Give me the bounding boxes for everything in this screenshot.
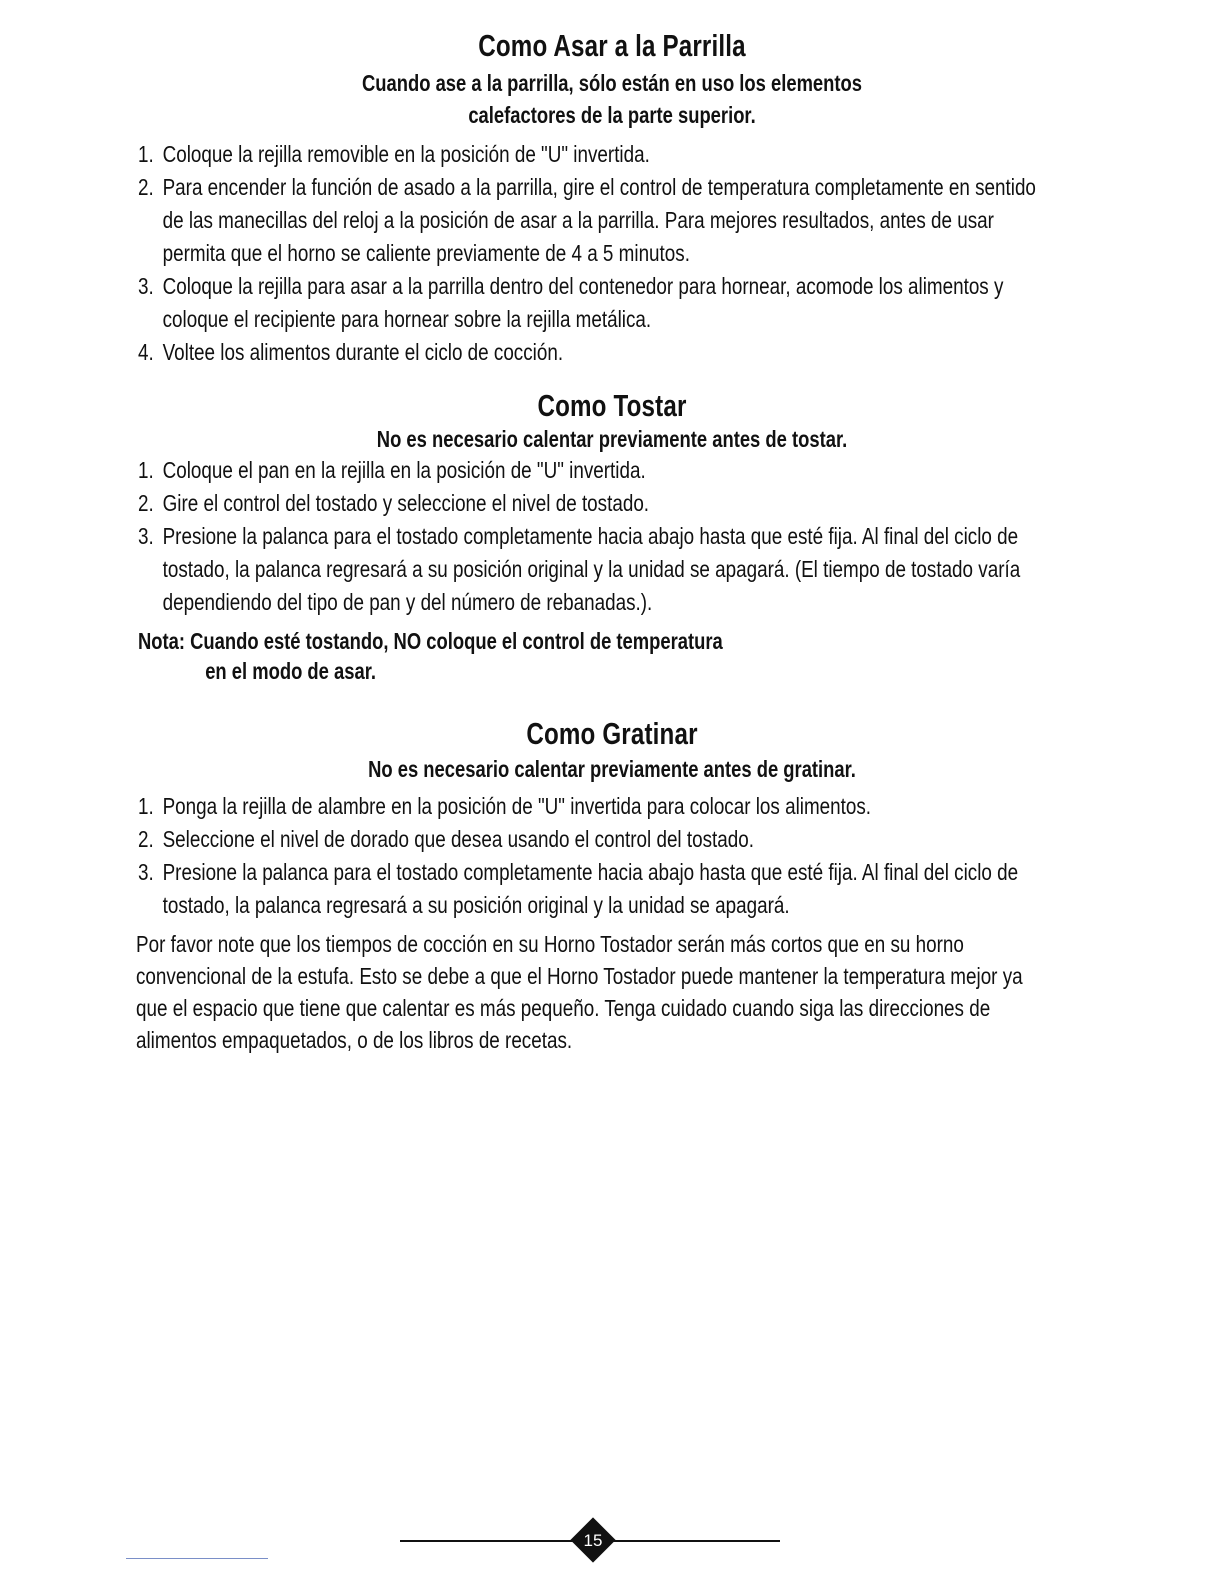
section-title-tostar: Como Tostar [537, 388, 687, 423]
list-item [138, 823, 1056, 856]
step-number: 2. [138, 490, 154, 516]
step-text: Presione la palanca para el tostado completamente hacia abajo hasta que esté fija. Al final del ciclo de tostado, la palanca regresará a su posición original y la unidad se apagará. (El tiempo de tostado varía dependiendo del tipo de pan y del número de rebanadas.). [162, 523, 1021, 615]
step-number: 3. [138, 523, 154, 549]
footer-rule-blue [126, 1558, 268, 1559]
step-text: Coloque la rejilla removible en la posición de "U" invertida. [162, 141, 650, 167]
list-item [138, 454, 1056, 487]
steps-list-gratinar [138, 790, 1056, 922]
step-number: 2. [138, 826, 154, 852]
step-number: 1. [138, 141, 154, 167]
steps-list-asar [138, 138, 1056, 369]
list-item [138, 520, 1056, 619]
step-number: 3. [138, 273, 154, 299]
step-text: Seleccione el nivel de dorado que desea usando el control del tostado. [162, 826, 754, 852]
footer-rule-left [400, 1540, 580, 1542]
note-tostar [138, 626, 723, 686]
list-item [138, 171, 1056, 270]
step-number: 4. [138, 339, 154, 365]
step-text: Para encender la función de asado a la parrilla, gire el control de temperatura completamente en sentido de las manecillas del reloj a la posición de asar a la parrilla. Para mejores resultados, antes de usar permita que el horno se caliente previamente de 4 a 5 minutos. [162, 174, 1036, 266]
step-text: Ponga la rejilla de alambre en la posición de "U" invertida para colocar los alimentos. [162, 793, 872, 819]
step-text: Coloque el pan en la rejilla en la posición de "U" invertida. [162, 457, 646, 483]
step-number: 3. [138, 859, 154, 885]
step-text: Coloque la rejilla para asar a la parrilla dentro del contenedor para hornear, acomode los alimentos y coloque el recipiente para hornear sobre la rejilla metálica. [162, 273, 1004, 332]
step-number: 2. [138, 174, 154, 200]
steps-list-tostar [138, 454, 1056, 619]
section-subtitle-gratinar: No es necesario calentar previamente antes de gratinar. [368, 756, 856, 782]
section-subtitle-asar-line2: calefactores de la parte superior. [468, 102, 756, 128]
note-line2: en el modo de asar. [205, 658, 376, 684]
list-item [138, 790, 1056, 823]
step-text: Voltee los alimentos durante el ciclo de cocción. [162, 339, 564, 365]
section-title-asar: Como Asar a la Parrilla [478, 28, 746, 63]
step-text: Gire el control del tostado y seleccione el nivel de tostado. [162, 490, 650, 516]
step-text: Presione la palanca para el tostado completamente hacia abajo hasta que esté fija. Al final del ciclo de tostado, la palanca regresará a su posición original y la unidad se apagará. [162, 859, 1019, 918]
closing-paragraph: Por favor note que los tiempos de cocción en su Horno Tostador serán más cortos que en su horno convencional de la estufa. Esto se debe a que el Horno Tostador puede mantener la temperatura mejor ya que el espacio que tiene que calentar es más pequeño. Tenga cuidado cuando siga las direcciones de alimentos empaquetados, o de los libros de recetas. [136, 931, 1023, 1053]
section-title-gratinar: Como Gratinar [526, 716, 698, 751]
section-subtitle-tostar: No es necesario calentar previamente antes de tostar. [376, 426, 848, 452]
note-line1: Nota: Cuando esté tostando, NO coloque el control de temperatura [138, 628, 723, 654]
page-number: 15 [583, 1531, 603, 1550]
list-item [138, 270, 1056, 336]
step-number: 1. [138, 457, 154, 483]
list-item [138, 336, 1056, 369]
step-number: 1. [138, 793, 154, 819]
section-subtitle-asar-line1: Cuando ase a la parrilla, sólo están en uso los elementos [361, 70, 863, 96]
list-item [138, 138, 1056, 171]
footer-rule-right [608, 1540, 780, 1542]
list-item [138, 856, 1056, 922]
list-item [138, 487, 1056, 520]
